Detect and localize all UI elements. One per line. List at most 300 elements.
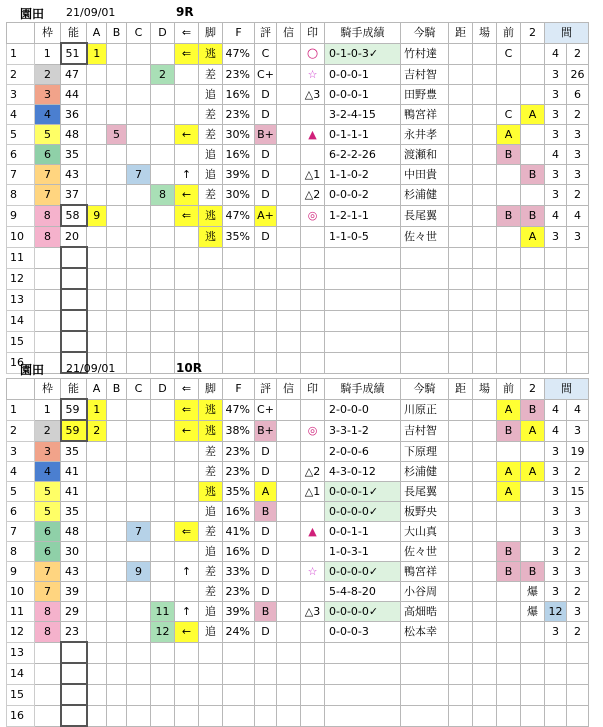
f-rate-cell: 39% (223, 165, 255, 185)
track-cell (473, 642, 497, 663)
rank-a-cell (87, 502, 107, 522)
prev-cell (497, 64, 521, 85)
interval-2-cell (567, 268, 589, 289)
mark-cell: △3 (301, 85, 325, 105)
track-cell (473, 684, 497, 705)
empty-row (7, 331, 589, 352)
header-row (7, 379, 589, 400)
track-cell (473, 399, 497, 420)
column-header: 脚 (199, 379, 223, 400)
table-row (7, 399, 589, 420)
prev-cell (497, 522, 521, 542)
mark-cell (301, 663, 325, 684)
interval-1-cell: 3 (545, 522, 567, 542)
track-cell (473, 310, 497, 331)
prev-cell (497, 226, 521, 247)
distance-cell (449, 622, 473, 643)
rank-c-cell (127, 482, 151, 502)
rank-d-cell: 11 (151, 602, 175, 622)
trust-cell (277, 602, 301, 622)
distance-cell (449, 522, 473, 542)
jockey-name-cell: 長尾翼 (401, 205, 449, 226)
waku-cell (35, 268, 61, 289)
table-row (7, 64, 589, 85)
trust-cell (277, 165, 301, 185)
rank-b-cell (107, 145, 127, 165)
second-cell: 爆 (521, 582, 545, 602)
style-cell: 差 (199, 125, 223, 145)
table-row (7, 145, 589, 165)
second-cell: A (521, 105, 545, 125)
jockey-name-cell: 佐々世 (401, 542, 449, 562)
column-header: 印 (301, 379, 325, 400)
style-cell: 追 (199, 165, 223, 185)
waku-cell: 4 (35, 462, 61, 482)
prev-cell (497, 165, 521, 185)
arrow-cell: ↑ (175, 165, 199, 185)
track-cell (473, 125, 497, 145)
mark-cell: △2 (301, 185, 325, 206)
rank-c-cell (127, 399, 151, 420)
track-cell (473, 562, 497, 582)
row-number: 8 (7, 185, 35, 206)
row-number: 6 (7, 502, 35, 522)
track-cell (473, 205, 497, 226)
ability-cell: 58 (61, 205, 87, 226)
interval-1-cell: 4 (545, 43, 567, 64)
trust-cell (277, 64, 301, 85)
race-number: 10R (176, 361, 202, 375)
prev-cell: A (497, 482, 521, 502)
jockey-record-cell: 0-0-0-2 (325, 185, 401, 206)
f-rate-cell: 23% (223, 64, 255, 85)
interval-1-cell (545, 310, 567, 331)
prev-cell (497, 310, 521, 331)
prev-cell (497, 602, 521, 622)
rank-a-cell (87, 522, 107, 542)
rank-b-cell (107, 310, 127, 331)
jockey-name-cell: 中田貴 (401, 165, 449, 185)
second-cell (521, 502, 545, 522)
rank-b-cell (107, 165, 127, 185)
jockey-name-cell: 大山真 (401, 522, 449, 542)
rank-d-cell (151, 331, 175, 352)
waku-cell (35, 247, 61, 268)
rank-b-cell (107, 268, 127, 289)
interval-1-cell: 3 (545, 226, 567, 247)
empty-row (7, 684, 589, 705)
table-row (7, 502, 589, 522)
rank-a-cell (87, 165, 107, 185)
f-rate-cell: 23% (223, 462, 255, 482)
jockey-name-cell (401, 289, 449, 310)
interval-1-cell: 4 (545, 420, 567, 441)
rank-a-cell (87, 289, 107, 310)
rank-a-cell (87, 226, 107, 247)
column-header: 信 (277, 379, 301, 400)
rating-cell: C (255, 43, 277, 64)
style-cell (199, 247, 223, 268)
jockey-name-cell: 長尾翼 (401, 482, 449, 502)
f-rate-cell: 16% (223, 542, 255, 562)
mark-cell (301, 582, 325, 602)
interval-2-cell: 4 (567, 399, 589, 420)
waku-cell (35, 663, 61, 684)
table-row (7, 602, 589, 622)
distance-cell (449, 64, 473, 85)
jockey-name-cell: 竹村達 (401, 43, 449, 64)
trust-cell (277, 642, 301, 663)
jockey-record-cell: 3-3-1-2 (325, 420, 401, 441)
waku-cell: 1 (35, 43, 61, 64)
second-cell: A (521, 226, 545, 247)
rank-c-cell: 7 (127, 165, 151, 185)
rank-b-cell (107, 226, 127, 247)
table-row (7, 462, 589, 482)
table-row (7, 482, 589, 502)
arrow-cell (175, 642, 199, 663)
rank-b-cell (107, 642, 127, 663)
jockey-name-cell (401, 684, 449, 705)
arrow-cell: ↑ (175, 602, 199, 622)
interval-2-cell: 3 (567, 602, 589, 622)
rank-c-cell (127, 310, 151, 331)
interval-2-cell (567, 247, 589, 268)
style-cell: 差 (199, 582, 223, 602)
arrow-cell (175, 502, 199, 522)
rating-cell (255, 705, 277, 726)
trust-cell (277, 562, 301, 582)
jockey-name-cell: 吉村智 (401, 420, 449, 441)
waku-cell: 5 (35, 482, 61, 502)
prev-cell (497, 331, 521, 352)
rank-a-cell (87, 185, 107, 206)
arrow-cell: ⇐ (175, 43, 199, 64)
interval-2-cell: 2 (567, 105, 589, 125)
column-header: C (127, 379, 151, 400)
waku-cell (35, 642, 61, 663)
distance-cell (449, 542, 473, 562)
track-cell (473, 502, 497, 522)
jockey-record-cell (325, 705, 401, 726)
rank-b-cell (107, 684, 127, 705)
column-header: A (87, 379, 107, 400)
rank-b-cell (107, 441, 127, 462)
column-header: 場 (473, 379, 497, 400)
row-number: 10 (7, 226, 35, 247)
trust-cell (277, 399, 301, 420)
prev-cell (497, 663, 521, 684)
mark-cell: △1 (301, 165, 325, 185)
trust-cell (277, 441, 301, 462)
interval-2-cell (567, 684, 589, 705)
rank-c-cell: 9 (127, 562, 151, 582)
second-cell (521, 289, 545, 310)
style-cell: 追 (199, 85, 223, 105)
track-cell (473, 43, 497, 64)
arrow-cell (175, 331, 199, 352)
track-cell (473, 542, 497, 562)
mark-cell: ◎ (301, 205, 325, 226)
mark-cell: △2 (301, 462, 325, 482)
jockey-record-cell: 1-1-0-5 (325, 226, 401, 247)
rank-d-cell: 12 (151, 622, 175, 643)
rating-cell: B+ (255, 420, 277, 441)
f-rate-cell (223, 705, 255, 726)
track-cell (473, 663, 497, 684)
style-cell: 追 (199, 502, 223, 522)
rating-cell: A (255, 482, 277, 502)
prev-cell: C (497, 105, 521, 125)
second-cell: 爆 (521, 602, 545, 622)
row-number: 4 (7, 462, 35, 482)
track-cell (473, 165, 497, 185)
distance-cell (449, 331, 473, 352)
column-header: 能 (61, 379, 87, 400)
interval-1-cell: 3 (545, 165, 567, 185)
column-header: ⇐ (175, 379, 199, 400)
rating-cell (255, 289, 277, 310)
rank-b-cell: 5 (107, 125, 127, 145)
mark-cell (301, 226, 325, 247)
column-header: D (151, 23, 175, 44)
rank-b-cell (107, 622, 127, 643)
rank-c-cell (127, 268, 151, 289)
waku-cell: 8 (35, 205, 61, 226)
row-number: 16 (7, 705, 35, 726)
rank-a-cell (87, 542, 107, 562)
style-cell (199, 310, 223, 331)
ability-cell: 59 (61, 420, 87, 441)
distance-cell (449, 502, 473, 522)
distance-cell (449, 125, 473, 145)
rank-d-cell (151, 462, 175, 482)
mark-cell: △1 (301, 482, 325, 502)
table-row (7, 226, 589, 247)
jockey-record-cell: 0-0-0-1 (325, 85, 401, 105)
arrow-cell (175, 582, 199, 602)
waku-cell: 7 (35, 582, 61, 602)
distance-cell (449, 105, 473, 125)
arrow-cell (175, 64, 199, 85)
prev-cell (497, 502, 521, 522)
rank-a-cell (87, 441, 107, 462)
ability-cell: 36 (61, 105, 87, 125)
style-cell: 追 (199, 622, 223, 643)
rank-d-cell (151, 125, 175, 145)
second-cell: B (521, 399, 545, 420)
rank-d-cell (151, 85, 175, 105)
ability-cell: 43 (61, 165, 87, 185)
trust-cell (277, 502, 301, 522)
rating-cell (255, 684, 277, 705)
arrow-cell: ← (175, 125, 199, 145)
f-rate-cell: 38% (223, 420, 255, 441)
row-number: 14 (7, 663, 35, 684)
jockey-record-cell: 0-0-0-0✓ (325, 502, 401, 522)
rating-cell (255, 268, 277, 289)
style-cell: 差 (199, 462, 223, 482)
jockey-record-cell: 2-0-0-6 (325, 441, 401, 462)
row-number: 3 (7, 85, 35, 105)
waku-cell: 3 (35, 441, 61, 462)
column-header: 前 (497, 23, 521, 44)
row-number: 16 (7, 352, 35, 373)
mark-cell: ☆ (301, 562, 325, 582)
interval-2-cell (567, 705, 589, 726)
ability-cell (61, 663, 87, 684)
prev-cell (497, 185, 521, 206)
distance-cell (449, 441, 473, 462)
jockey-name-cell: 吉村智 (401, 64, 449, 85)
mark-cell (301, 331, 325, 352)
column-header: 今騎 (401, 23, 449, 44)
column-header: 場 (473, 23, 497, 44)
ability-cell: 35 (61, 441, 87, 462)
style-cell: 逃 (199, 43, 223, 64)
jockey-name-cell (401, 310, 449, 331)
track-cell (473, 268, 497, 289)
f-rate-cell (223, 247, 255, 268)
rank-b-cell (107, 247, 127, 268)
race-table (6, 22, 589, 374)
interval-2-cell: 2 (567, 185, 589, 206)
waku-cell (35, 289, 61, 310)
rating-cell: B (255, 502, 277, 522)
track-cell (473, 105, 497, 125)
ability-cell: 39 (61, 582, 87, 602)
rating-cell: B+ (255, 125, 277, 145)
jockey-record-cell: 3-2-4-15 (325, 105, 401, 125)
ability-cell: 41 (61, 482, 87, 502)
rank-d-cell (151, 105, 175, 125)
prev-cell (497, 642, 521, 663)
style-cell: 逃 (199, 399, 223, 420)
rank-a-cell (87, 602, 107, 622)
trust-cell (277, 462, 301, 482)
jockey-name-cell: 高畑晧 (401, 602, 449, 622)
track-cell (473, 145, 497, 165)
column-header: 間 (545, 23, 589, 44)
second-cell (521, 684, 545, 705)
second-cell: B (521, 562, 545, 582)
rank-b-cell (107, 602, 127, 622)
row-number: 2 (7, 64, 35, 85)
rank-c-cell (127, 145, 151, 165)
interval-1-cell: 4 (545, 399, 567, 420)
second-cell (521, 542, 545, 562)
rank-d-cell (151, 522, 175, 542)
waku-cell: 8 (35, 602, 61, 622)
rank-b-cell (107, 542, 127, 562)
jockey-name-cell: 下原理 (401, 441, 449, 462)
rating-cell: D (255, 522, 277, 542)
waku-cell: 8 (35, 226, 61, 247)
column-header: 距 (449, 379, 473, 400)
interval-2-cell: 4 (567, 205, 589, 226)
jockey-name-cell: 鴨宮祥 (401, 562, 449, 582)
ability-cell (61, 642, 87, 663)
jockey-record-cell (325, 310, 401, 331)
interval-2-cell: 26 (567, 64, 589, 85)
mark-cell (301, 705, 325, 726)
column-header: 2 (521, 23, 545, 44)
rank-d-cell (151, 399, 175, 420)
trust-cell (277, 310, 301, 331)
row-number: 5 (7, 125, 35, 145)
prev-cell (497, 622, 521, 643)
jockey-record-cell (325, 289, 401, 310)
ability-cell: 43 (61, 562, 87, 582)
second-cell (521, 622, 545, 643)
jockey-name-cell: 鴨宮祥 (401, 105, 449, 125)
column-header: C (127, 23, 151, 44)
rank-b-cell (107, 399, 127, 420)
style-cell: 追 (199, 542, 223, 562)
jockey-record-cell (325, 642, 401, 663)
empty-row (7, 247, 589, 268)
f-rate-cell: 23% (223, 582, 255, 602)
trust-cell (277, 185, 301, 206)
rank-c-cell (127, 642, 151, 663)
table-row (7, 522, 589, 542)
interval-1-cell (545, 642, 567, 663)
waku-cell: 5 (35, 125, 61, 145)
prev-cell: A (497, 125, 521, 145)
second-cell: A (521, 462, 545, 482)
rank-d-cell (151, 642, 175, 663)
rank-d-cell (151, 502, 175, 522)
waku-cell: 4 (35, 105, 61, 125)
interval-1-cell: 3 (545, 125, 567, 145)
waku-cell: 7 (35, 562, 61, 582)
style-cell: 差 (199, 522, 223, 542)
second-cell (521, 310, 545, 331)
f-rate-cell: 23% (223, 105, 255, 125)
f-rate-cell (223, 684, 255, 705)
jockey-record-cell: 0-0-0-3 (325, 622, 401, 643)
table-row (7, 420, 589, 441)
style-cell: 逃 (199, 205, 223, 226)
rank-b-cell (107, 105, 127, 125)
interval-1-cell (545, 331, 567, 352)
row-number: 9 (7, 205, 35, 226)
column-header: D (151, 379, 175, 400)
f-rate-cell: 35% (223, 226, 255, 247)
style-cell: 差 (199, 441, 223, 462)
prev-cell (497, 289, 521, 310)
f-rate-cell: 47% (223, 43, 255, 64)
waku-cell (35, 331, 61, 352)
f-rate-cell (223, 289, 255, 310)
rank-c-cell (127, 663, 151, 684)
table-row (7, 125, 589, 145)
second-cell (521, 441, 545, 462)
race-header (6, 4, 589, 22)
distance-cell (449, 684, 473, 705)
interval-1-cell (545, 684, 567, 705)
style-cell: 差 (199, 562, 223, 582)
ability-cell (61, 684, 87, 705)
distance-cell (449, 602, 473, 622)
empty-row (7, 642, 589, 663)
interval-2-cell (567, 642, 589, 663)
track-cell (473, 247, 497, 268)
second-cell (521, 85, 545, 105)
table-row (7, 441, 589, 462)
second-cell (521, 522, 545, 542)
column-header (7, 379, 35, 400)
